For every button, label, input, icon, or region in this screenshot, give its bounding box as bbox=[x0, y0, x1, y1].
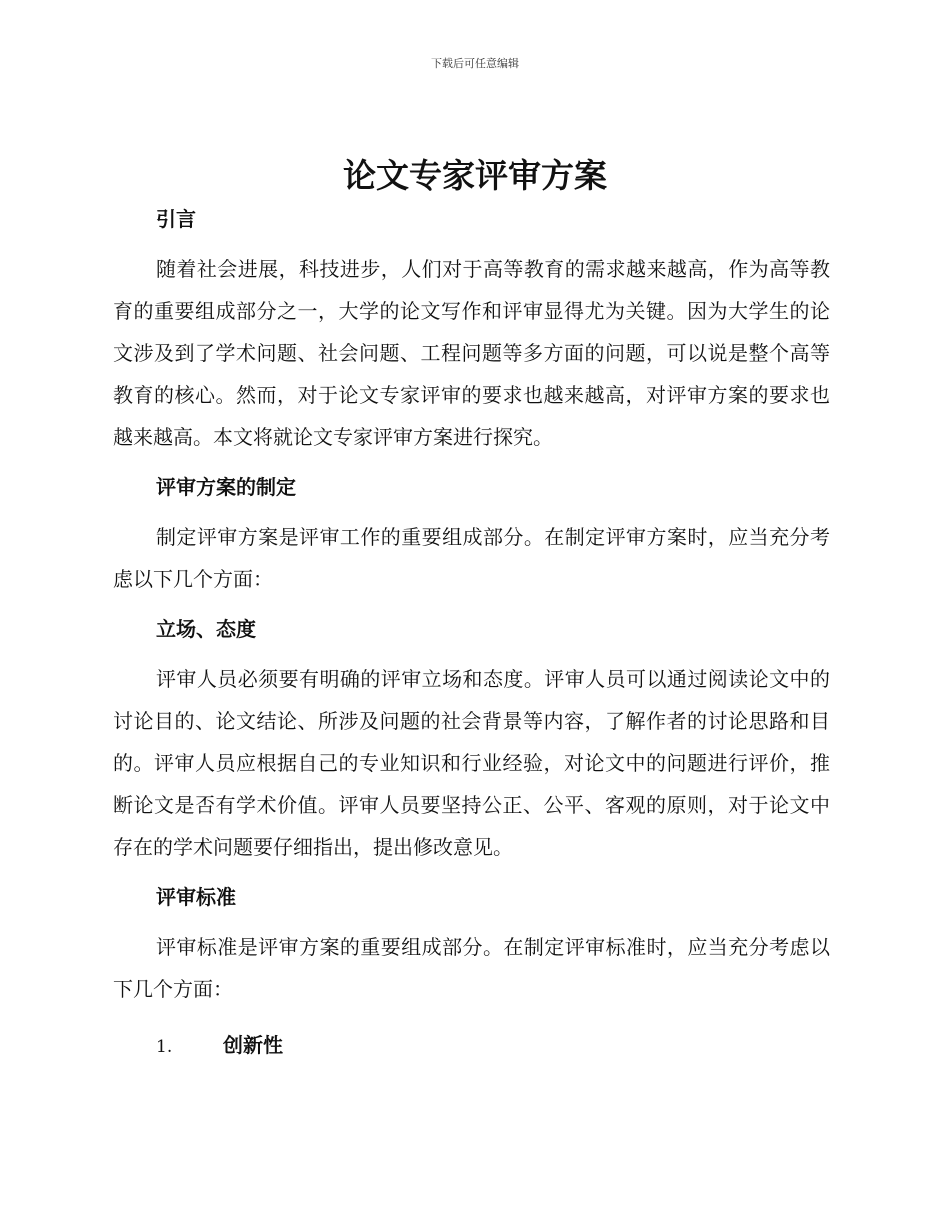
numbered-item-1 bbox=[113, 1024, 830, 1068]
section-heading-stance: 立场、态度 bbox=[156, 617, 256, 641]
section-heading-intro: 引言 bbox=[156, 207, 196, 231]
header-note: 下载后可任意编辑 bbox=[431, 57, 519, 70]
paragraph-stance: 评审人员必须要有明确的评审立场和态度。评审人员可以通过阅读论文中的讨论目的、论文结论、所涉及问题的社会背景等内容，了解作者的讨论思路和目的。评审人员应根据自己的专业知识和行业经验，对论文中的问题进行评价，推断论文是否有学术价值。评审人员要坚持公正、公平、客观的原则，对于论文中存在的学术问题要仔细指出，提出修改意见。 bbox=[113, 667, 830, 859]
paragraph-intro: 随着社会进展，科技进步，人们对于高等教育的需求越来越高，作为高等教育的重要组成部分之一，大学的论文写作和评审显得尤为关键。因为大学生的论文涉及到了学术问题、社会问题、工程问题等多方面的问题，可以说是整个高等教育的核心。然而，对于论文专家评审的要求也越来越高，对评审方案的要求也越来越高。本文将就论文专家评审方案进行探究。 bbox=[113, 257, 830, 449]
section-heading-criteria: 评审标准 bbox=[156, 885, 236, 909]
paragraph-criteria: 评审标准是评审方案的重要组成部分。在制定评审标准时，应当充分考虑以下几个方面： bbox=[113, 935, 830, 1001]
list-item-label: 创新性 bbox=[223, 1033, 283, 1057]
list-number: 1. bbox=[156, 1037, 173, 1057]
document-title: 论文专家评审方案 bbox=[343, 156, 607, 195]
section-heading-plan: 评审方案的制定 bbox=[156, 475, 296, 499]
document-body bbox=[113, 198, 830, 1068]
paragraph-plan: 制定评审方案是评审工作的重要组成部分。在制定评审方案时，应当充分考虑以下几个方面： bbox=[113, 525, 830, 591]
